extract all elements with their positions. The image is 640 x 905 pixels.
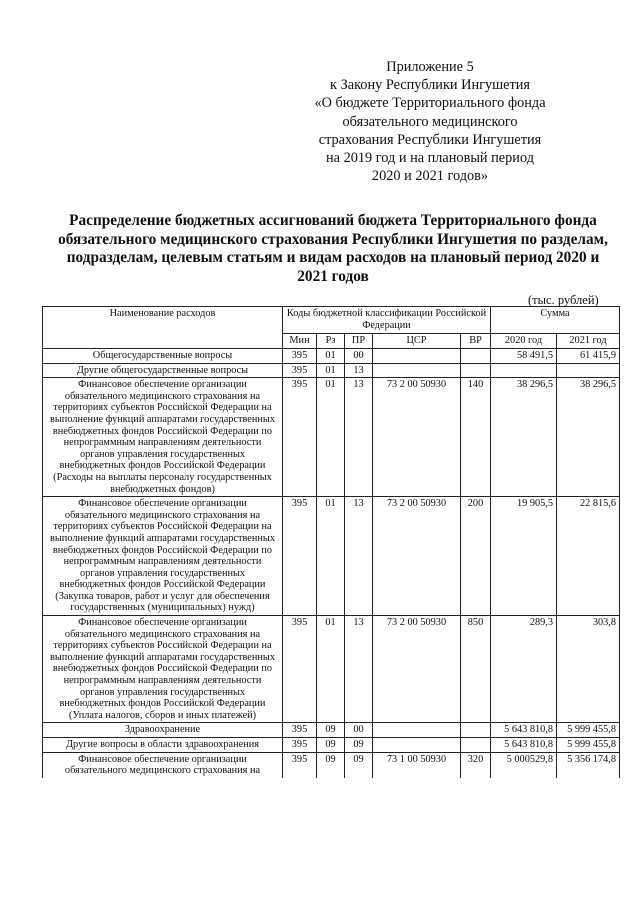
- row-2020: 5 643 810,8: [491, 738, 557, 753]
- row-rz: 09: [317, 723, 345, 738]
- row-pr: 13: [345, 363, 373, 378]
- row-min: 395: [283, 363, 317, 378]
- row-vr: [461, 738, 491, 753]
- row-name: Здравоохранение: [43, 723, 283, 738]
- row-rz: 01: [317, 616, 345, 723]
- table-row: [43, 378, 620, 497]
- table-row: [43, 723, 620, 738]
- row-2020: [491, 363, 557, 378]
- header-pr: ПР: [345, 334, 373, 349]
- row-2021: 303,8: [557, 616, 620, 723]
- row-min: 395: [283, 349, 317, 364]
- row-2021: 38 296,5: [557, 378, 620, 497]
- row-rz: 09: [317, 752, 345, 778]
- table-row: [43, 738, 620, 753]
- row-rz: 01: [317, 378, 345, 497]
- unit-label: (тыс. рублей): [528, 293, 599, 307]
- row-2020: 58 491,5: [491, 349, 557, 364]
- row-2021: 5 999 455,8: [557, 738, 620, 753]
- row-pr: 13: [345, 616, 373, 723]
- row-name: Другие вопросы в области здравоохранения: [43, 738, 283, 753]
- row-vr: [461, 723, 491, 738]
- row-vr: 200: [461, 497, 491, 616]
- header-csr: ЦСР: [373, 334, 461, 349]
- header-sum: Сумма: [491, 307, 620, 334]
- appendix-block: [300, 58, 560, 185]
- row-name: Общегосударственные вопросы: [43, 349, 283, 364]
- row-rz: 01: [317, 497, 345, 616]
- row-2020: 5 000529,8: [491, 752, 557, 778]
- row-csr: [373, 738, 461, 753]
- header-name: Наименование расходов: [43, 307, 283, 349]
- row-name: Финансовое обеспечение организации обязательного медицинского страхования на территориях субъектов Российской Федерации на выполнение функций аппаратами государственных внебюджетных фондов Российской Федерации по непрограммным направлениям деятельности органов управления государственных внебюджетных фондов Российской Федерации (Расходы на выплаты персоналу государственных внебюджетных фондов): [43, 378, 283, 497]
- row-vr: [461, 363, 491, 378]
- table-header-row: [43, 307, 620, 334]
- appendix-line: на 2019 год и на плановый период: [326, 150, 534, 167]
- appendix-line: Приложение 5: [386, 59, 474, 75]
- row-csr: 73 1 00 50930: [373, 752, 461, 778]
- row-2020: 5 643 810,8: [491, 723, 557, 738]
- header-rz: Рз: [317, 334, 345, 349]
- row-2021: 5 999 455,8: [557, 723, 620, 738]
- row-2021: 61 415,9: [557, 349, 620, 364]
- row-2020: 19 905,5: [491, 497, 557, 616]
- row-2021: 5 356 174,8: [557, 752, 620, 778]
- row-vr: 850: [461, 616, 491, 723]
- table-row: [43, 497, 620, 616]
- table-row: [43, 349, 620, 364]
- row-min: 395: [283, 378, 317, 497]
- row-2020: 38 296,5: [491, 378, 557, 497]
- budget-table: [42, 306, 620, 778]
- document-title: Распределение бюджетных ассигнований бюджета Территориального фонда обязательного медицинского страхования Республики Ингушетия по разделам, подразделам, целевым статьям и видам расходов на плановый период 2020 и 2021 годов: [58, 212, 608, 285]
- row-rz: 01: [317, 363, 345, 378]
- header-vr: ВР: [461, 334, 491, 349]
- table-row: [43, 616, 620, 723]
- appendix-line: страхования Республики Ингушетия: [318, 131, 542, 148]
- row-pr: 13: [345, 497, 373, 616]
- row-csr: [373, 723, 461, 738]
- row-name: Финансовое обеспечение организации обязательного медицинского страхования на: [43, 752, 283, 778]
- appendix-line: к Закону Республики Ингушетия: [330, 77, 530, 94]
- row-pr: 09: [345, 738, 373, 753]
- row-csr: 73 2 00 50930: [373, 616, 461, 723]
- row-pr: 09: [345, 752, 373, 778]
- appendix-line: «О бюджете Территориального фонда: [314, 95, 546, 112]
- row-name: Финансовое обеспечение организации обязательного медицинского страхования на территориях субъектов Российской Федерации на выполнение функций аппаратами государственных внебюджетных фондов Российской Федерации по непрограммным направлениям деятельности органов управления государственных внебюджетных фондов Российской Федерации (Уплата налогов, сборов и иных платежей): [43, 616, 283, 723]
- row-csr: [373, 349, 461, 364]
- row-pr: 00: [345, 349, 373, 364]
- row-pr: 13: [345, 378, 373, 497]
- row-vr: 320: [461, 752, 491, 778]
- row-min: 395: [283, 497, 317, 616]
- row-min: 395: [283, 616, 317, 723]
- row-name: Финансовое обеспечение организации обязательного медицинского страхования на территориях субъектов Российской Федерации на выполнение функций аппаратами государственных внебюджетных фондов Российской Федерации по непрограммным направлениям деятельности органов управления государственных внебюджетных фондов Российской Федерации (Закупка товаров, работ и услуг для обеспечения государственных (муниципальных) нужд): [43, 497, 283, 616]
- row-csr: 73 2 00 50930: [373, 497, 461, 616]
- row-vr: [461, 349, 491, 364]
- appendix-line: 2020 и 2021 годов»: [371, 168, 489, 185]
- row-2021: [557, 363, 620, 378]
- row-csr: 73 2 00 50930: [373, 378, 461, 497]
- row-pr: 00: [345, 723, 373, 738]
- row-min: 395: [283, 738, 317, 753]
- header-2020: 2020 год: [491, 334, 557, 349]
- row-csr: [373, 363, 461, 378]
- row-min: 395: [283, 723, 317, 738]
- row-rz: 01: [317, 349, 345, 364]
- row-2021: 22 815,6: [557, 497, 620, 616]
- table-row: [43, 363, 620, 378]
- row-rz: 09: [317, 738, 345, 753]
- header-min: Мин: [283, 334, 317, 349]
- row-vr: 140: [461, 378, 491, 497]
- appendix-line: обязательного медицинского: [342, 113, 518, 130]
- row-name: Другие общегосударственные вопросы: [43, 363, 283, 378]
- table-row: [43, 752, 620, 778]
- row-min: 395: [283, 752, 317, 778]
- row-2020: 289,3: [491, 616, 557, 723]
- header-2021: 2021 год: [557, 334, 620, 349]
- header-codes: Коды бюджетной классификации Российской Федерации: [283, 307, 491, 334]
